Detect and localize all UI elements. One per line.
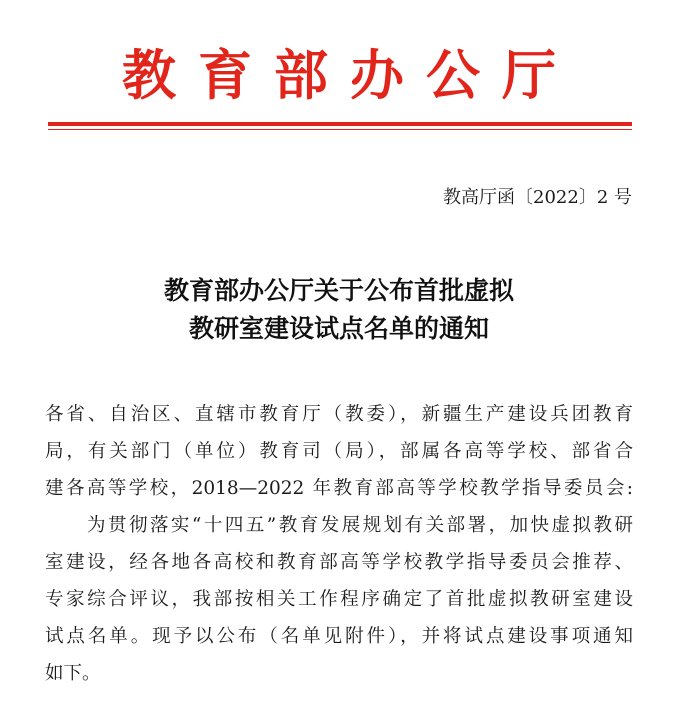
paragraph-line-5: 如下。 <box>45 663 101 684</box>
paragraph-line-1: 为贯彻落实“十四五”教育发展规划有关部署，加快虚拟教研 <box>87 515 633 536</box>
title-line-2: 教研室建设试点名单的通知 <box>188 314 489 343</box>
document-body <box>45 396 633 692</box>
masthead-rule-thick <box>48 122 632 126</box>
addressee-line-1: 各省、自治区、直辖市教育厅（教委），新疆生产建设兵团教育 <box>45 404 633 425</box>
masthead-org-name: 教育部办公厅 <box>122 43 578 107</box>
addressee-line-2: 局，有关部门（单位）教育司（局），部属各高等学校、部省合 <box>45 441 633 462</box>
title-line-1: 教育部办公厅关于公布首批虚拟 <box>163 276 514 305</box>
document-title <box>0 272 678 348</box>
masthead-rule-thin <box>48 129 632 130</box>
paragraph-line-3: 专家综合评议，我部按相关工作程序确定了首批虚拟教研室建设 <box>45 589 633 610</box>
paragraph-line-2: 室建设，经各地各高校和教育部高等学校教学指导委员会推荐、 <box>45 552 633 573</box>
paragraph-line-4: 试点名单。现予以公布（名单见附件），并将试点建设事项通知 <box>45 626 633 647</box>
document-number: 教高厅函〔2022〕2 号 <box>443 187 632 208</box>
addressee-line-3: 建各高等学校，2018—2022 年教育部高等学校教学指导委员会: <box>45 478 633 499</box>
